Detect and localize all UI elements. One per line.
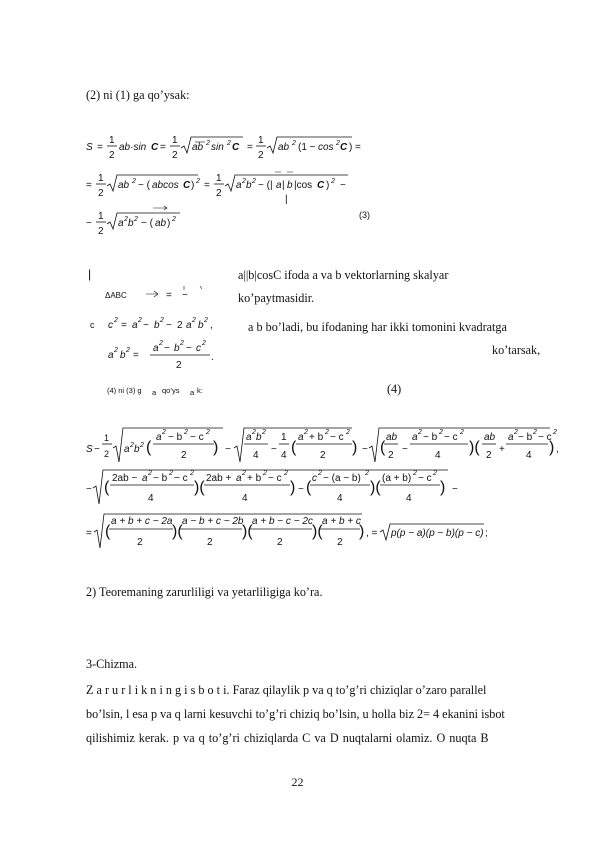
svg-text:(: ( bbox=[291, 439, 297, 456]
svg-text:1: 1 bbox=[109, 135, 115, 146]
svg-text:b: b bbox=[287, 180, 293, 191]
svg-text:)(: )( bbox=[242, 523, 253, 540]
proof-paragraph-line-1 bbox=[86, 683, 556, 698]
svg-text:a: a bbox=[152, 388, 157, 397]
svg-text:ab: ab bbox=[484, 432, 496, 443]
svg-text:)(: )( bbox=[469, 439, 480, 456]
svg-text:a: a bbox=[153, 343, 159, 354]
svg-text:(: ( bbox=[146, 439, 152, 456]
svg-text:2: 2 bbox=[114, 317, 118, 324]
svg-text:2: 2 bbox=[320, 450, 326, 461]
svg-text:a: a bbox=[246, 432, 252, 443]
svg-text:−: − bbox=[452, 484, 458, 495]
svg-text:b: b bbox=[128, 218, 134, 229]
svg-text:a: a bbox=[508, 432, 514, 443]
svg-text:a: a bbox=[236, 473, 242, 484]
svg-text:2: 2 bbox=[486, 450, 492, 461]
svg-text:=: = bbox=[133, 350, 139, 361]
svg-text:+ b: + b bbox=[247, 473, 262, 484]
svg-text:−: − bbox=[86, 484, 92, 495]
svg-text:a − b + c − 2b: a − b + c − 2b bbox=[182, 516, 244, 527]
svg-text:2: 2 bbox=[137, 537, 143, 548]
formula-1-line-1: S bbox=[86, 142, 93, 153]
svg-text:2: 2 bbox=[180, 340, 184, 347]
svg-text:4: 4 bbox=[281, 450, 287, 461]
svg-text:2: 2 bbox=[196, 178, 200, 185]
svg-text:): ) bbox=[440, 479, 446, 496]
svg-text:2: 2 bbox=[207, 537, 213, 548]
svg-text:2: 2 bbox=[192, 317, 196, 324]
svg-text:1: 1 bbox=[258, 135, 264, 146]
svg-text:|: | bbox=[282, 180, 285, 191]
svg-text:sin: sin bbox=[211, 142, 224, 153]
svg-text:c: c bbox=[108, 320, 113, 331]
svg-text:4: 4 bbox=[148, 493, 154, 504]
svg-text:=: = bbox=[86, 180, 92, 191]
svg-text:2: 2 bbox=[172, 216, 176, 223]
svg-text:;: ; bbox=[485, 528, 488, 539]
svg-text:ab: ab bbox=[155, 218, 167, 229]
svg-text:−: − bbox=[86, 218, 92, 229]
svg-text:C: C bbox=[183, 180, 191, 191]
svg-text:− (a − b): − (a − b) bbox=[323, 473, 361, 484]
svg-text:1: 1 bbox=[104, 433, 110, 443]
svg-text:− b: − b bbox=[518, 432, 533, 443]
svg-text:): ) bbox=[290, 479, 296, 496]
svg-text:a: a bbox=[156, 432, 162, 443]
svg-text:2: 2 bbox=[159, 340, 163, 347]
svg-text:2: 2 bbox=[132, 178, 136, 185]
svg-text:a: a bbox=[124, 444, 130, 455]
svg-text:2: 2 bbox=[126, 347, 130, 354]
proof-line-1-rest: Faraz qilaylik p va q to’g’ri chiziqlar o’zaro parallel bbox=[229, 683, 487, 697]
svg-text:2: 2 bbox=[98, 188, 104, 199]
svg-text:−: − bbox=[164, 343, 170, 354]
svg-text:): ) bbox=[213, 439, 219, 456]
svg-text:2: 2 bbox=[460, 429, 464, 436]
svg-text:− c: − c bbox=[190, 432, 204, 443]
svg-text:2: 2 bbox=[304, 429, 308, 436]
section-heading: (2) ni (1) ga qo’ysak: bbox=[86, 88, 190, 102]
svg-text:a + b − c − 2c: a + b − c − 2c bbox=[252, 516, 313, 527]
svg-text:2: 2 bbox=[331, 178, 335, 185]
figure-caption: 3-Chizma. bbox=[86, 657, 138, 671]
svg-text:ab: ab bbox=[278, 142, 290, 153]
svg-text:2: 2 bbox=[202, 340, 206, 347]
svg-text:2: 2 bbox=[365, 470, 369, 477]
square-line-2: ko’tarsak, bbox=[492, 343, 541, 357]
svg-text:=: = bbox=[86, 528, 92, 539]
section-2-heading: 2) Teoremaning zarurliligi va yetarliligiga ko’ra. bbox=[86, 585, 323, 599]
svg-text:2: 2 bbox=[325, 429, 329, 436]
svg-text:ab: ab bbox=[118, 180, 130, 191]
svg-text:2: 2 bbox=[553, 429, 557, 436]
svg-text:ab: ab bbox=[386, 432, 398, 443]
svg-text:): ) bbox=[167, 218, 171, 229]
svg-text:2: 2 bbox=[336, 140, 340, 147]
svg-text:(: ( bbox=[104, 479, 110, 496]
svg-text:C: C bbox=[340, 142, 348, 153]
svg-text:a: a bbox=[186, 320, 192, 331]
svg-text:a: a bbox=[108, 350, 114, 361]
svg-text:b: b bbox=[256, 432, 262, 443]
svg-text:=: = bbox=[160, 142, 166, 153]
svg-text:|: | bbox=[88, 267, 92, 281]
svg-text:− (: − ( bbox=[138, 180, 150, 191]
svg-text:−: − bbox=[143, 320, 149, 331]
svg-text:1: 1 bbox=[216, 173, 222, 184]
svg-text:,: , bbox=[210, 320, 213, 331]
svg-text:2: 2 bbox=[346, 429, 350, 436]
svg-text:2: 2 bbox=[206, 140, 210, 147]
svg-text:S: S bbox=[86, 444, 93, 455]
svg-text:ab·sin: ab·sin bbox=[119, 142, 147, 153]
svg-text:−: − bbox=[166, 320, 172, 331]
svg-text:(3): (3) bbox=[359, 210, 370, 220]
svg-text:c: c bbox=[90, 320, 95, 330]
svg-text:4: 4 bbox=[406, 493, 412, 504]
svg-text:− c: − c bbox=[538, 432, 552, 443]
svg-text:2: 2 bbox=[109, 150, 115, 161]
svg-text:− c: − c bbox=[268, 473, 282, 484]
svg-text:2: 2 bbox=[206, 429, 210, 436]
svg-text:2: 2 bbox=[242, 178, 246, 185]
svg-text:2: 2 bbox=[98, 226, 104, 237]
svg-text:− c: − c bbox=[174, 473, 188, 484]
svg-text:a: a bbox=[276, 180, 282, 191]
svg-text:1: 1 bbox=[98, 211, 104, 222]
svg-text:−: − bbox=[271, 444, 277, 455]
svg-text:−: − bbox=[94, 444, 100, 455]
svg-text:.: . bbox=[211, 352, 214, 363]
svg-text:=: = bbox=[355, 142, 361, 153]
svg-text:2: 2 bbox=[169, 470, 173, 477]
equation-number-4: (4) bbox=[387, 382, 402, 396]
svg-text:b: b bbox=[154, 320, 160, 331]
svg-text:c: c bbox=[312, 473, 317, 484]
svg-text:=: = bbox=[166, 290, 172, 301]
svg-text:− b: − b bbox=[153, 473, 168, 484]
svg-text:−: − bbox=[298, 484, 304, 495]
svg-text:(: ( bbox=[105, 523, 111, 540]
svg-text:p(p − a)(p − b)(p − c): p(p − a)(p − b)(p − c) bbox=[391, 528, 484, 539]
svg-text:2: 2 bbox=[176, 360, 182, 371]
svg-text:2: 2 bbox=[284, 470, 288, 477]
svg-text:C: C bbox=[317, 180, 325, 191]
svg-text:−: − bbox=[402, 444, 408, 455]
svg-text:2: 2 bbox=[114, 347, 118, 354]
svg-text:+ b: + b bbox=[309, 432, 324, 443]
scalar-product-line-2: ko’paytmasidir. bbox=[238, 291, 315, 305]
svg-text:2: 2 bbox=[190, 470, 194, 477]
svg-text:+: + bbox=[499, 444, 505, 455]
svg-text:−: − bbox=[340, 180, 346, 191]
svg-text:− c: − c bbox=[330, 432, 344, 443]
proof-paragraph-line-2: bo’lsin, l esa p va q larni kesuvchi to’g’ri chiziq bo’lsin, u holla biz 2= 4 ekanini isbot bbox=[86, 707, 505, 721]
svg-text:, =: , = bbox=[366, 528, 378, 539]
svg-text:2: 2 bbox=[172, 150, 178, 161]
svg-text:2: 2 bbox=[292, 140, 296, 147]
svg-text:2: 2 bbox=[252, 429, 256, 436]
svg-text:2ab −: 2ab − bbox=[112, 473, 138, 484]
svg-text:a: a bbox=[298, 432, 304, 443]
svg-text:− c: − c bbox=[444, 432, 458, 443]
svg-text:(4) ni (3) g: (4) ni (3) g bbox=[107, 386, 142, 395]
svg-text:2: 2 bbox=[138, 317, 142, 324]
svg-text:− c: − c bbox=[418, 473, 432, 484]
svg-text:4: 4 bbox=[242, 493, 248, 504]
svg-text:2: 2 bbox=[181, 450, 187, 461]
svg-text:1: 1 bbox=[281, 432, 287, 443]
svg-text:(1 −: (1 − bbox=[298, 142, 316, 153]
svg-text:4: 4 bbox=[337, 493, 343, 504]
svg-text:−: − bbox=[362, 444, 368, 455]
svg-text:−: − bbox=[182, 290, 188, 301]
svg-text:b: b bbox=[198, 320, 204, 331]
svg-text:)(: )( bbox=[312, 523, 323, 540]
svg-text:2: 2 bbox=[227, 140, 231, 147]
svg-text:2: 2 bbox=[263, 470, 267, 477]
svg-text:): ) bbox=[359, 523, 365, 540]
svg-text:2: 2 bbox=[177, 320, 183, 331]
svg-text:2: 2 bbox=[514, 429, 518, 436]
svg-text:2: 2 bbox=[337, 537, 343, 548]
svg-text:ab: ab bbox=[192, 142, 204, 153]
svg-text:a: a bbox=[118, 218, 124, 229]
svg-text:): ) bbox=[326, 180, 330, 191]
svg-text:c: c bbox=[196, 343, 201, 354]
svg-text:): ) bbox=[191, 180, 195, 191]
svg-text:|cos: |cos bbox=[294, 180, 313, 191]
svg-text:=: = bbox=[121, 320, 127, 331]
svg-text:− (: − ( bbox=[141, 218, 153, 229]
svg-text:a + b + c − 2a: a + b + c − 2a bbox=[111, 516, 173, 527]
svg-text:2: 2 bbox=[533, 429, 537, 436]
svg-text:2: 2 bbox=[204, 317, 208, 324]
svg-text:abcos: abcos bbox=[152, 180, 179, 191]
svg-text:,: , bbox=[556, 444, 559, 455]
page-number: 22 bbox=[291, 775, 304, 789]
svg-text:a: a bbox=[412, 432, 418, 443]
svg-text:2: 2 bbox=[216, 188, 222, 199]
svg-text:− (|: − (| bbox=[258, 180, 273, 191]
svg-text:)(: )( bbox=[172, 523, 183, 540]
svg-text:(: ( bbox=[380, 439, 386, 456]
svg-text:2: 2 bbox=[134, 216, 138, 223]
svg-text:− b: − b bbox=[423, 432, 438, 443]
svg-text:4: 4 bbox=[526, 450, 532, 461]
svg-text:)(: )( bbox=[370, 479, 381, 496]
svg-text:2: 2 bbox=[388, 450, 394, 461]
svg-text:2: 2 bbox=[124, 216, 128, 223]
svg-text:|: | bbox=[285, 194, 288, 205]
svg-text:2: 2 bbox=[433, 470, 437, 477]
svg-text:a: a bbox=[190, 388, 195, 397]
svg-text:2: 2 bbox=[242, 470, 246, 477]
svg-text:b: b bbox=[134, 444, 140, 455]
svg-text:cos: cos bbox=[318, 142, 334, 153]
svg-text:2: 2 bbox=[413, 470, 417, 477]
svg-text:C: C bbox=[232, 142, 240, 153]
svg-text:(: ( bbox=[306, 479, 312, 496]
svg-text:): ) bbox=[549, 439, 555, 456]
svg-text:2: 2 bbox=[162, 429, 166, 436]
svg-text:(a + b): (a + b) bbox=[382, 473, 412, 484]
svg-text:b: b bbox=[174, 343, 180, 354]
svg-text:2: 2 bbox=[439, 429, 443, 436]
svg-text:=: = bbox=[97, 142, 103, 153]
svg-text:2: 2 bbox=[418, 429, 422, 436]
svg-text:a + b + c: a + b + c bbox=[322, 516, 361, 527]
svg-text:): ) bbox=[349, 142, 353, 153]
svg-text:)(: )( bbox=[194, 479, 205, 496]
svg-text:): ) bbox=[352, 439, 358, 456]
svg-text:2: 2 bbox=[104, 449, 110, 459]
svg-text:2: 2 bbox=[148, 470, 152, 477]
square-line-1: a b bo’ladi, bu ifodaning har ikki tomonini kvadratga bbox=[248, 320, 507, 334]
proof-paragraph-line-3: qilishimiz kerak. p va q to’g’ri chiziqlarda C va D nuqtalarni olamiz. O nuqta B bbox=[86, 731, 489, 745]
svg-text:2: 2 bbox=[140, 442, 144, 449]
proof-lead: Z a r u r l i k n i n g i s b o t i. bbox=[86, 683, 230, 697]
svg-text:2: 2 bbox=[252, 178, 256, 185]
svg-text:2ab +: 2ab + bbox=[206, 473, 232, 484]
svg-text:=: = bbox=[247, 142, 253, 153]
scalar-product-line-1: a||b|cosC ifoda a va b vektorlarning skalyar bbox=[238, 268, 449, 282]
svg-text:1: 1 bbox=[98, 173, 104, 184]
svg-text:qo’ys: qo’ys bbox=[162, 386, 180, 395]
svg-text:2: 2 bbox=[277, 537, 283, 548]
svg-text:−: − bbox=[186, 343, 192, 354]
svg-text:a: a bbox=[142, 473, 148, 484]
svg-text:a: a bbox=[132, 320, 138, 331]
svg-text:4: 4 bbox=[253, 450, 259, 461]
svg-text:4: 4 bbox=[435, 450, 441, 461]
svg-text:b: b bbox=[120, 350, 126, 361]
svg-text:−: − bbox=[225, 444, 231, 455]
svg-text:=: = bbox=[204, 180, 210, 191]
svg-text:ΔABC: ΔABC bbox=[105, 291, 127, 300]
svg-text:− b: − b bbox=[168, 432, 183, 443]
svg-text:2: 2 bbox=[130, 442, 134, 449]
svg-text:2: 2 bbox=[258, 150, 264, 161]
svg-text:C: C bbox=[151, 142, 159, 153]
svg-text:2: 2 bbox=[318, 470, 322, 477]
svg-text:k:: k: bbox=[197, 386, 203, 395]
svg-text:2: 2 bbox=[160, 317, 164, 324]
svg-text:2: 2 bbox=[262, 429, 266, 436]
svg-text:2: 2 bbox=[184, 429, 188, 436]
svg-text:1: 1 bbox=[172, 135, 178, 146]
svg-text:b: b bbox=[246, 180, 252, 191]
svg-text:a: a bbox=[236, 180, 242, 191]
